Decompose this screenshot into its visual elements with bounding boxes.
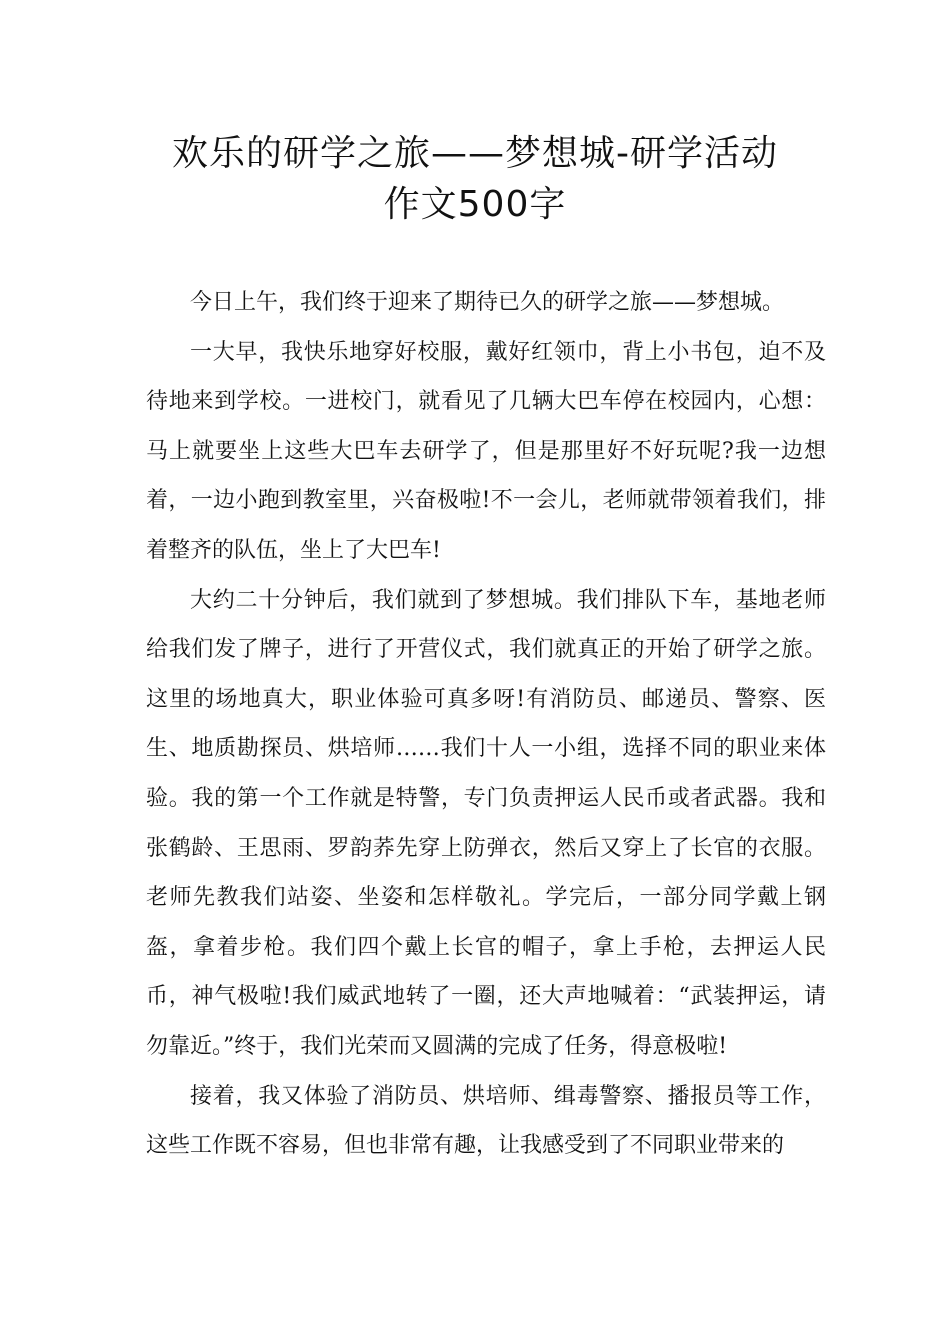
document-body xyxy=(146,278,826,1171)
document-title-line-1: 欢乐的研学之旅——梦想城-研学活动 xyxy=(172,133,778,174)
paragraph: 大约二十分钟后，我们就到了梦想城。我们排队下车，基地老师给我们发了牌子，进行了开营仪式，我们就真正的开始了研学之旅。这里的场地真大，职业体验可真多呀!有消防员、邮递员、警察、医生、地质勘探员、烘培师……我们十人一小组，选择不同的职业来体验。我的第一个工作就是特警，专门负责押运人民币或者武器。我和张鹤龄、王思雨、罗韵荞先穿上防弹衣，然后又穿上了长官的衣服。老师先教我们站姿、坐姿和怎样敬礼。学完后，一部分同学戴上钢盔，拿着步枪。我们四个戴上长官的帽子，拿上手枪，去押运人民币，神气极啦!我们威武地转了一圈，还大声地喊着：“武装押运，请勿靠近。”终于，我们光荣而又圆满的完成了任务，得意极啦! xyxy=(146,587,826,1059)
paragraph: 接着，我又体验了消防员、烘培师、缉毒警察、播报员等工作，这些工作既不容易，但也非常有趣，让我感受到了不同职业带来的 xyxy=(146,1083,826,1159)
document-title-line-2: 作文500字 xyxy=(383,184,567,225)
paragraph: 一大早，我快乐地穿好校服，戴好红领巾，背上小书包，迫不及待地来到学校。一进校门，就看见了几辆大巴车停在校园内，心想：马上就要坐上这些大巴车去研学了，但是那里好不好玩呢?我一边想着，一边小跑到教室里，兴奋极啦!不一会儿，老师就带领着我们，排着整齐的队伍，坐上了大巴车! xyxy=(146,339,826,563)
paragraph: 今日上午，我们终于迎来了期待已久的研学之旅——梦想城。 xyxy=(190,290,785,315)
